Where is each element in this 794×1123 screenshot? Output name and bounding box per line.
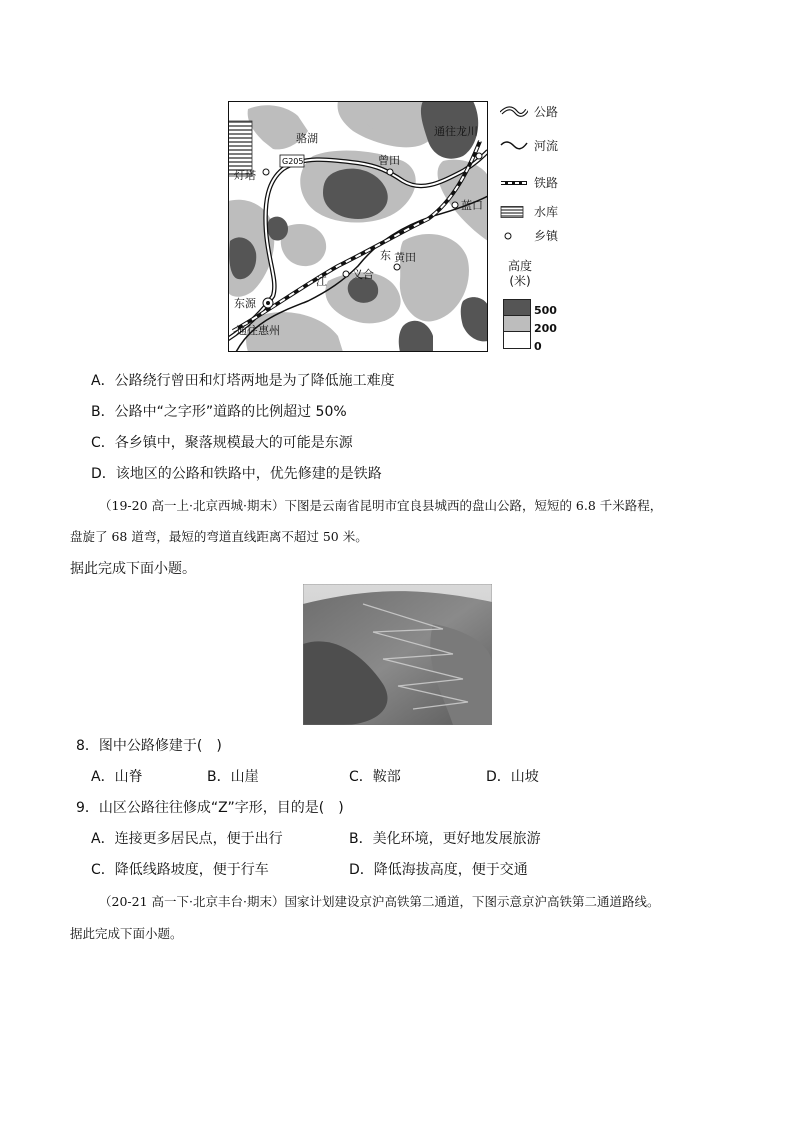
- q7-option-b: B．公路中“之字形”道路的比例超过 50%: [91, 404, 347, 420]
- town-zengtian: [387, 169, 393, 175]
- legend-reservoir-label: 水库: [534, 205, 559, 219]
- label-dengta: 灯塔: [234, 169, 256, 182]
- scale-band-above-500: [504, 300, 530, 316]
- legend-railway-label: 铁路: [534, 176, 559, 190]
- q8-option-a: A．山脊: [91, 769, 143, 785]
- passage1-instruction: 据此完成下面小题。: [70, 561, 196, 577]
- passage1-line2: 盘旋了 68 道弯，最短的弯道直线距离不超过 50 米。: [70, 529, 368, 544]
- map-legend: [500, 101, 580, 361]
- height-scale-bar: [503, 299, 531, 349]
- label-tongwang-longchuan: 通往龙川: [434, 125, 478, 138]
- scale-tick-200: 200: [534, 322, 557, 335]
- reservoir: [228, 121, 252, 176]
- legend-railway: [500, 174, 558, 191]
- town-huangtian: [394, 264, 400, 270]
- legend-road: [500, 103, 558, 120]
- town-lankou: [452, 202, 458, 208]
- passage2-line2: 据此完成下面小题。: [70, 926, 183, 941]
- label-zengtian: 曾田: [378, 154, 400, 167]
- town-dongyuan-center: [266, 301, 270, 305]
- label-jiang: 江: [316, 275, 327, 288]
- legend-reservoir: [500, 203, 558, 220]
- label-dong: 东: [380, 249, 391, 262]
- railway-symbol-icon: [500, 177, 528, 189]
- legend-height-title-line2: (米): [509, 274, 531, 288]
- q8-option-c: C．鞍部: [349, 769, 401, 785]
- river-symbol-icon: [500, 140, 528, 152]
- legend-town: [500, 227, 558, 244]
- reservoir-symbol-icon: [500, 206, 528, 218]
- scale-tick-0: 0: [534, 340, 542, 353]
- town-longchuan-exit: [476, 153, 482, 159]
- legend-road-label: 公路: [534, 105, 559, 119]
- legend-river-label: 河流: [534, 139, 559, 153]
- label-luohu: 骆湖: [296, 132, 318, 145]
- label-dongyuan: 东源: [234, 297, 256, 310]
- q7-option-a: A．公路绕行曾田和灯塔两地是为了降低施工难度: [91, 373, 395, 389]
- legend-town-label: 乡镇: [534, 229, 559, 243]
- q7-option-c: C．各乡镇中，聚落规模最大的可能是东源: [91, 435, 353, 451]
- q9-option-d: D．降低海拔高度，便于交通: [349, 862, 528, 878]
- town-symbol-icon: [500, 230, 528, 242]
- label-lankou: 蓝口: [461, 199, 483, 212]
- legend-height-title: [508, 259, 532, 289]
- passage1-line1: （19-20 高一上·北京西城·期末）下图是云南省昆明市宜良县城西的盘山公路，短短的 6.8 千米路程，: [99, 498, 663, 513]
- scale-tick-500: 500: [534, 304, 557, 317]
- q8-option-d: D．山坡: [486, 769, 539, 785]
- scale-band-0-200: [504, 332, 530, 348]
- q9-option-a: A．连接更多居民点，便于出行: [91, 831, 283, 847]
- label-huangtian: 黄田: [394, 251, 416, 264]
- topographic-map: [228, 101, 488, 352]
- mountain-road-photo: [303, 584, 492, 725]
- passage2-line1: （20-21 高一下·北京丰台·期末）国家计划建设京沪高铁第二通道，下图示意京沪高铁第二通道路线。: [99, 894, 660, 909]
- label-yihe: 义合: [352, 268, 374, 281]
- q8-stem: 8．图中公路修建于( ): [76, 738, 222, 754]
- q9-stem: 9．山区公路往往修成“Z”字形，目的是( ): [76, 800, 344, 816]
- q8-option-b: B．山崖: [207, 769, 259, 785]
- legend-river: [500, 137, 558, 154]
- g205-label: G205: [282, 157, 304, 166]
- q7-option-d: D．该地区的公路和铁路中，优先修建的是铁路: [91, 466, 382, 482]
- town-yihe: [343, 271, 349, 277]
- road-symbol-icon: [500, 106, 528, 118]
- legend-height-title-line1: 高度: [508, 259, 533, 273]
- q9-option-b: B．美化环境，更好地发展旅游: [349, 831, 541, 847]
- scale-band-200-500: [504, 316, 530, 332]
- label-tongwang-huizhou: 通往惠州: [236, 324, 280, 337]
- town-dengta: [263, 169, 269, 175]
- q9-option-c: C．降低线路坡度，便于行车: [91, 862, 269, 878]
